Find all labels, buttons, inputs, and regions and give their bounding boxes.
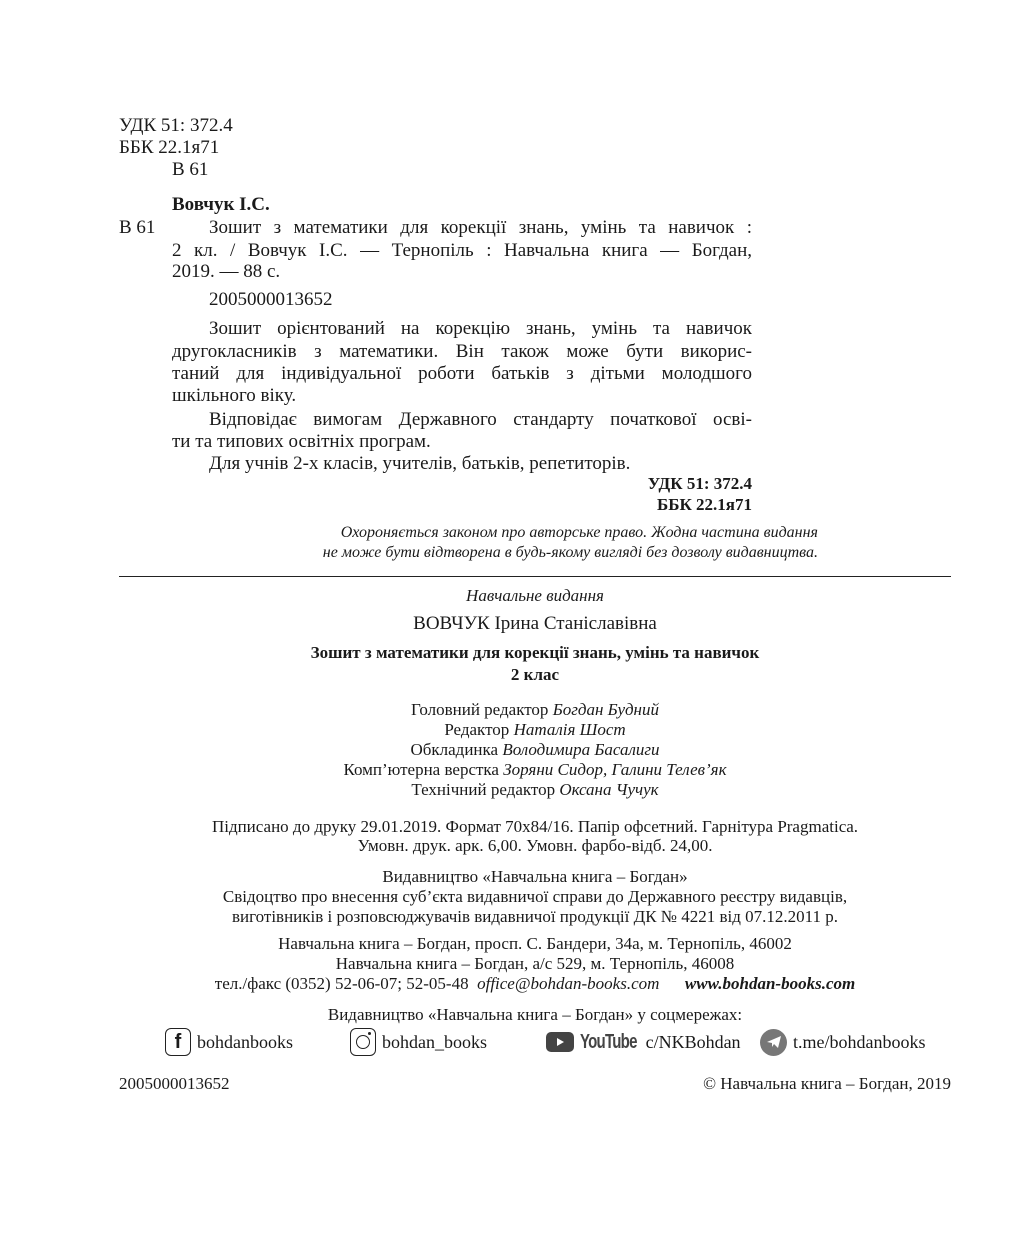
credit-name: Володимира Басалиги bbox=[502, 740, 660, 759]
social-instagram[interactable] bbox=[350, 1028, 487, 1056]
email-link[interactable]: office@bohdan-books.com bbox=[477, 974, 660, 993]
instagram-icon bbox=[350, 1028, 376, 1056]
social-heading: Видавництво «Навчальна книга – Богдан» у соцмережах: bbox=[327, 1005, 743, 1024]
credit-line bbox=[119, 740, 951, 760]
credit-line bbox=[119, 760, 951, 780]
catalog-desc-line: 2 кл. / Вовчук І.С. — Тернопіль : Навчальна книга — Богдан, bbox=[172, 240, 752, 261]
print-info-line: Умовн. друк. арк. 6,00. Умовн. фарбо-відб. 24,00. bbox=[357, 836, 713, 855]
catalog-isbn: 2005000013652 bbox=[209, 289, 333, 310]
social-label: t.me/bohdanbooks bbox=[793, 1031, 926, 1052]
copyright-notice-line: не може бути відтворена в будь-якому вигляді без дозволу видавництва. bbox=[322, 544, 818, 561]
address-line: Навчальна книга – Богдан, а/с 529, м. Тернопіль, 46008 bbox=[335, 954, 735, 973]
author-mark: В 61 bbox=[172, 159, 209, 180]
facebook-icon: f bbox=[165, 1028, 191, 1056]
telegram-icon bbox=[760, 1029, 787, 1056]
bbk-bold: ББК 22.1я71 bbox=[656, 495, 752, 514]
udk-bold: УДК 51: 372.4 bbox=[647, 474, 752, 493]
author-full-name: ВОВЧУК Ірина Станіславівна bbox=[413, 613, 657, 634]
footer-isbn: 2005000013652 bbox=[119, 1074, 230, 1093]
credit-role: Редактор bbox=[444, 720, 510, 739]
abstract-line: Зошит орієнтований на корекцію знань, умінь та навичок bbox=[209, 318, 752, 339]
social-telegram[interactable] bbox=[760, 1028, 926, 1056]
book-grade: 2 клас bbox=[510, 665, 560, 684]
credit-role: Головний редактор bbox=[411, 700, 549, 719]
contact-line bbox=[119, 974, 951, 994]
abstract-line: Для учнів 2-х класів, учителів, батьків, репетиторів. bbox=[209, 453, 631, 474]
credit-name: Богдан Будний bbox=[552, 700, 659, 719]
catalog-desc-line: 2019. — 88 с. bbox=[172, 261, 281, 282]
credit-line bbox=[119, 780, 951, 800]
credit-role: Комп’ютерна верстка bbox=[343, 760, 499, 779]
abstract-line: таний для індивідуальної роботи батьків з дітьми молодшого bbox=[172, 363, 752, 384]
catalog-desc-line: Зошит з математики для корекції знань, умінь та навичок : bbox=[209, 217, 752, 238]
social-youtube[interactable] bbox=[546, 1028, 741, 1056]
abstract-line: другокласників з математики. Він також може бути викорис- bbox=[172, 341, 752, 362]
abstract-line: шкільного віку. bbox=[172, 385, 297, 406]
bbk-code: ББК 22.1я71 bbox=[119, 137, 220, 158]
edition-type: Навчальне видання bbox=[466, 586, 604, 605]
social-label: bohdan_books bbox=[382, 1031, 487, 1052]
credit-role: Обкладинка bbox=[410, 740, 499, 759]
udk-code: УДК 51: 372.4 bbox=[119, 115, 233, 136]
credit-line bbox=[119, 700, 951, 720]
divider bbox=[119, 576, 951, 577]
social-label: c/NKBohdan bbox=[645, 1031, 741, 1052]
catalog-mark: В 61 bbox=[119, 217, 156, 238]
credit-name: Зоряни Сидор, Галини Телев’як bbox=[503, 760, 727, 779]
book-title: Зошит з математики для корекції знань, умінь та навичок bbox=[310, 643, 760, 662]
credit-role: Технічний редактор bbox=[411, 780, 556, 799]
credit-line bbox=[119, 720, 951, 740]
publisher-line: Свідоцтво про внесення суб’єкта видавничої справи до Державного реєстру видавців, bbox=[222, 887, 848, 906]
social-label: bohdanbooks bbox=[197, 1031, 293, 1052]
abstract-line: Відповідає вимогам Державного стандарту початкової осві- bbox=[209, 409, 752, 430]
copyright-notice-line: Охороняється законом про авторське право. Жодна частина видання bbox=[340, 524, 818, 541]
catalog-author: Вовчук І.С. bbox=[172, 194, 270, 215]
footer-copyright: © Навчальна книга – Богдан, 2019 bbox=[703, 1074, 951, 1093]
credit-name: Оксана Чучук bbox=[559, 780, 659, 799]
youtube-icon bbox=[546, 1032, 574, 1052]
credit-name: Наталія Шост bbox=[513, 720, 626, 739]
social-facebook[interactable] bbox=[165, 1028, 293, 1056]
print-info-line: Підписано до друку 29.01.2019. Формат 70х84/16. Папір офсетний. Гарнітура Pragmatica. bbox=[211, 817, 859, 836]
phone: тел./факс (0352) 52-06-07; 52-05-48 bbox=[214, 974, 469, 993]
abstract-line: ти та типових освітніх програм. bbox=[172, 431, 431, 452]
youtube-logo-text: YouTube bbox=[580, 1030, 637, 1053]
publisher-line: виготівників і розповсюджувачів видавничої продукції ДК № 4221 від 07.12.2011 р. bbox=[231, 907, 839, 926]
publisher-line: Видавництво «Навчальна книга – Богдан» bbox=[382, 867, 688, 886]
website-link[interactable]: www.bohdan-books.com bbox=[684, 974, 856, 993]
address-line: Навчальна книга – Богдан, просп. С. Бандери, 34а, м. Тернопіль, 46002 bbox=[278, 934, 792, 953]
